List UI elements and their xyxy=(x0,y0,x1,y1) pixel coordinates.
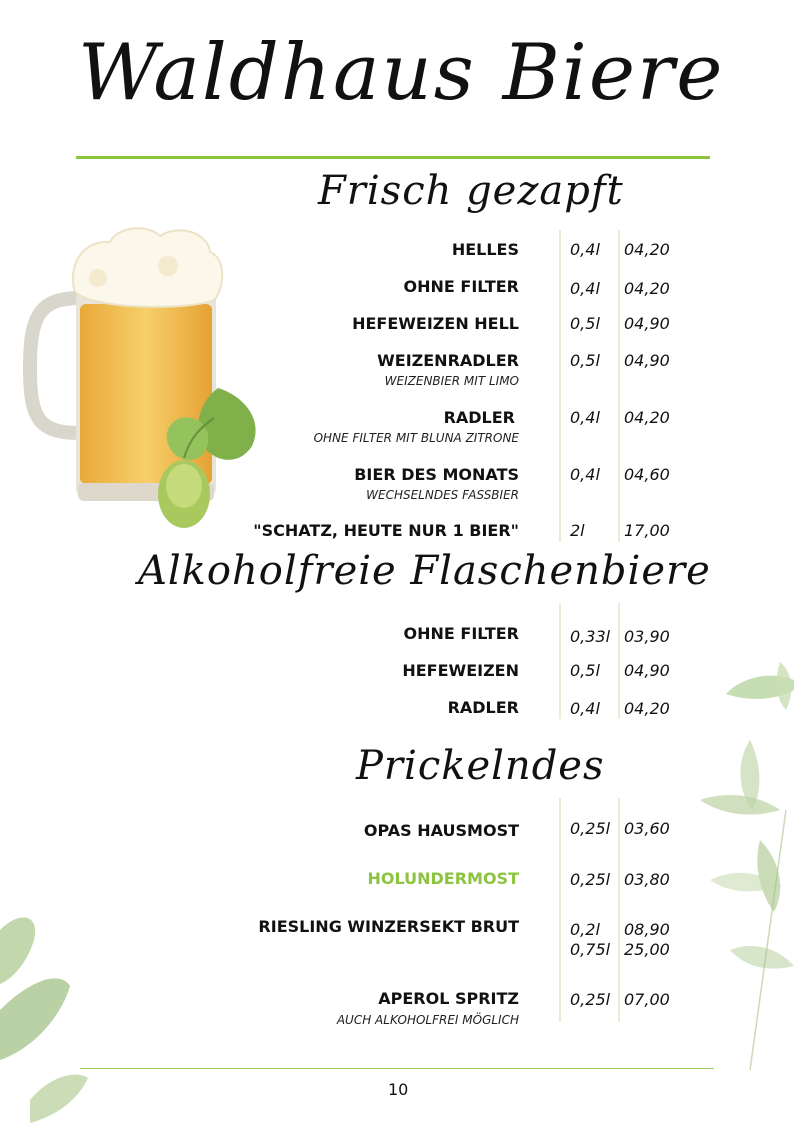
menu-item-price: 17,00 xyxy=(624,521,670,540)
menu-item-name: HEFEWEIZEN HELL xyxy=(352,314,519,333)
section-heading-draft: Frisch gezapft xyxy=(318,168,624,214)
menu-item-description: WEIZENBIER MIT LIMO xyxy=(384,374,519,388)
menu-item-volume: 0,4l xyxy=(570,699,600,718)
column-divider xyxy=(618,603,620,719)
menu-item-description: OHNE FILTER MIT BLUNA ZITRONE xyxy=(313,431,519,445)
menu-item-name: OPAS HAUSMOST xyxy=(363,821,519,840)
menu-item-price: 04,20 xyxy=(624,240,670,259)
column-divider xyxy=(559,230,561,542)
leaf-icon xyxy=(690,650,794,1070)
leaf-icon xyxy=(0,900,100,1123)
page-number: 10 xyxy=(388,1080,409,1099)
menu-item-name: RADLER xyxy=(443,408,515,427)
menu-item-price: 04,20 xyxy=(624,699,670,718)
menu-item-price: 04,20 xyxy=(624,279,670,298)
menu-item-volume: 0,4l xyxy=(570,279,600,298)
menu-item-volume: 2l xyxy=(570,521,585,540)
menu-item-volume: 0,5l xyxy=(570,314,600,333)
menu-item-price: 03,80 xyxy=(624,870,670,889)
column-divider xyxy=(618,230,620,542)
menu-item-name: HEFEWEIZEN xyxy=(402,661,519,680)
menu-item-name: OHNE FILTER xyxy=(403,624,519,643)
menu-item-price: 04,60 xyxy=(624,465,670,484)
menu-item-name: APEROL SPRITZ xyxy=(378,989,519,1008)
menu-item-name: HELLES xyxy=(451,240,519,259)
menu-item-price: 04,20 xyxy=(624,408,670,427)
menu-item-price: 04,90 xyxy=(624,351,670,370)
menu-item-volume-large: 0,75l xyxy=(570,940,611,959)
top-divider xyxy=(76,156,710,159)
menu-item-name: "SCHATZ, HEUTE NUR 1 BIER" xyxy=(253,521,519,540)
menu-item-volume: 0,4l xyxy=(570,465,600,484)
menu-item-volume: 0,25l xyxy=(570,819,611,838)
menu-item-name: OHNE FILTER xyxy=(403,277,519,296)
menu-item-name-highlight: HOLUNDERMOST xyxy=(367,869,519,888)
page-title: Waldhaus Biere xyxy=(78,28,725,118)
menu-item-name: RIESLING WINZERSEKT BRUT xyxy=(258,917,519,936)
menu-item-price: 03,60 xyxy=(624,819,670,838)
hops-icon xyxy=(140,378,270,538)
column-divider xyxy=(618,798,620,1022)
menu-item-volume: 0,4l xyxy=(570,240,600,259)
menu-item-volume: 0,5l xyxy=(570,351,600,370)
menu-item-volume: 0,4l xyxy=(570,408,600,427)
menu-item-volume: 0,25l xyxy=(570,990,611,1009)
menu-item-volume: 0,25l xyxy=(570,870,611,889)
menu-item-price: 07,00 xyxy=(624,990,670,1009)
menu-item-volume: 0,33l xyxy=(570,627,611,646)
menu-item-price-large: 25,00 xyxy=(624,940,670,959)
menu-item-name: BIER DES MONATS xyxy=(354,465,519,484)
section-heading-sparkling: Prickelndes xyxy=(356,743,605,789)
menu-item-price: 03,90 xyxy=(624,627,670,646)
menu-item-volume: 0,5l xyxy=(570,661,600,680)
bottom-divider xyxy=(80,1068,714,1069)
menu-item-price: 04,90 xyxy=(624,314,670,333)
menu-item-description: AUCH ALKOHOLFREI MÖGLICH xyxy=(336,1013,519,1027)
column-divider xyxy=(559,603,561,719)
section-heading-non-alcoholic: Alkoholfreie Flaschenbiere xyxy=(138,548,711,594)
column-divider xyxy=(559,798,561,1022)
menu-item-price: 04,90 xyxy=(624,661,670,680)
menu-item-volume: 0,2l xyxy=(570,920,600,939)
menu-item-price: 08,90 xyxy=(624,920,670,939)
menu-item-name: WEIZENRADLER xyxy=(377,351,519,370)
menu-item-name: RADLER xyxy=(447,698,519,717)
menu-item-description: WECHSELNDES FASSBIER xyxy=(366,488,519,502)
